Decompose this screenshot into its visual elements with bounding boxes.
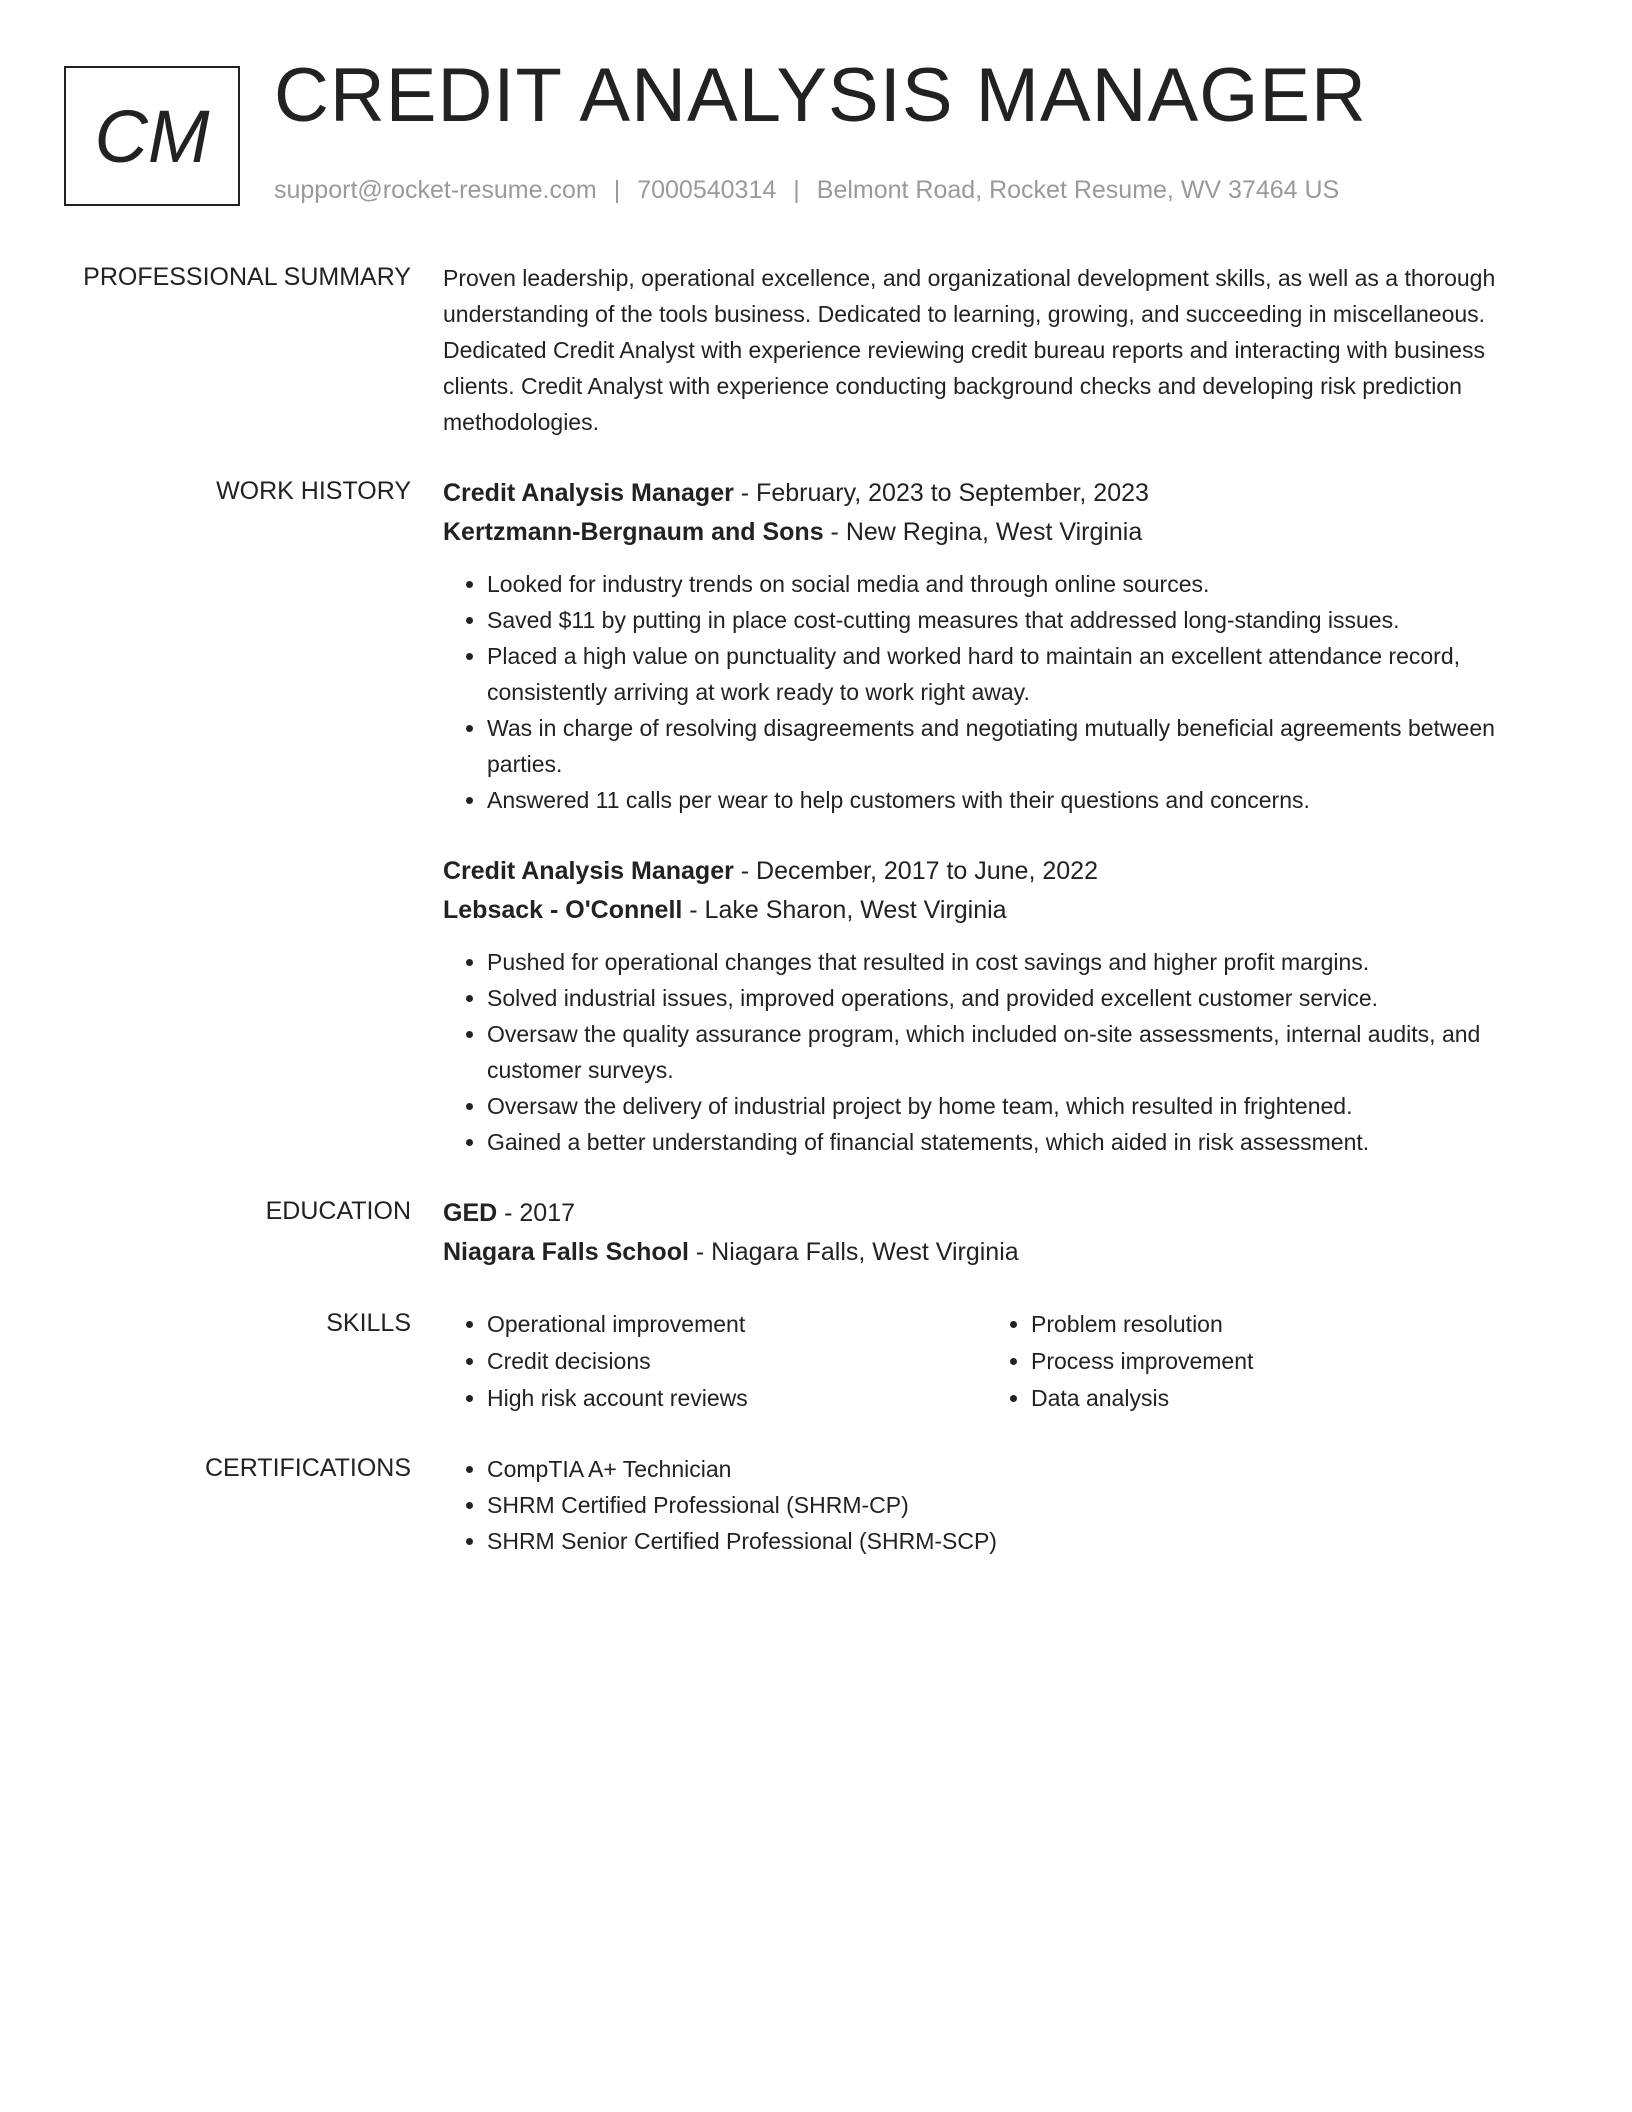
job-dates: - December, 2017 to June, 2022 bbox=[733, 857, 1098, 885]
job-company: Lebsack - O'Connell bbox=[443, 896, 683, 924]
section-title: WORK HISTORY bbox=[216, 477, 411, 505]
list-item: • Looked for industry trends on social media and through online sources. bbox=[487, 566, 1553, 602]
list-item: • Gained a better understanding of financial statements, which aided in risk assessment. bbox=[487, 1124, 1553, 1160]
skills-grid bbox=[443, 1306, 1553, 1417]
education-degree-line bbox=[443, 1194, 1553, 1233]
list-item: • Was in charge of resolving disagreements and negotiating mutually beneficial agreements between parties. bbox=[487, 710, 1553, 782]
job-title-line bbox=[443, 852, 1553, 891]
list-item: • Oversaw the quality assurance program, which included on-site assessments, internal audits, and customer surveys. bbox=[487, 1016, 1553, 1088]
job-role: Credit Analysis Manager bbox=[443, 479, 734, 507]
section-body bbox=[443, 1194, 1553, 1272]
section-title: CERTIFICATIONS bbox=[204, 1454, 411, 1482]
list-item: • SHRM Senior Certified Professional (SHRM-SCP) bbox=[487, 1523, 1553, 1559]
job-entry bbox=[443, 474, 1553, 818]
job-bullets bbox=[443, 944, 1553, 1160]
list-item: • High risk account reviews bbox=[487, 1380, 987, 1417]
education-school-line bbox=[443, 1233, 1553, 1272]
section-body bbox=[443, 260, 1553, 440]
job-location: - Lake Sharon, West Virginia bbox=[682, 896, 1007, 924]
skills-column-left bbox=[443, 1306, 987, 1417]
section-body bbox=[443, 474, 1553, 1160]
candidate-name: CREDIT ANALYSIS MANAGER bbox=[274, 53, 1367, 138]
list-item: • Answered 11 calls per wear to help customers with their questions and concerns. bbox=[487, 782, 1553, 818]
job-company: Kertzmann-Bergnaum and Sons bbox=[443, 518, 824, 546]
contact-line bbox=[274, 176, 1339, 205]
list-item: • Problem resolution bbox=[1031, 1306, 1531, 1343]
section-title: EDUCATION bbox=[265, 1197, 411, 1225]
list-item: • Data analysis bbox=[1031, 1380, 1531, 1417]
job-role: Credit Analysis Manager bbox=[443, 857, 734, 885]
list-item: • CompTIA A+ Technician bbox=[487, 1451, 1553, 1487]
job-title-line bbox=[443, 474, 1553, 513]
education-location: - Niagara Falls, West Virginia bbox=[688, 1238, 1019, 1266]
list-item: • Operational improvement bbox=[487, 1306, 987, 1343]
job-dates: - February, 2023 to September, 2023 bbox=[733, 479, 1149, 507]
job-entry bbox=[443, 852, 1553, 1160]
work-history-section bbox=[0, 474, 1632, 1160]
contact-separator: | bbox=[793, 176, 800, 204]
list-item: • Pushed for operational changes that resulted in cost savings and higher profit margins. bbox=[487, 944, 1553, 980]
job-bullets bbox=[443, 566, 1553, 818]
section-body bbox=[443, 1451, 1553, 1559]
list-item: • Placed a high value on punctuality and worked hard to maintain an excellent attendance record, consistently arriving at work ready to work right away. bbox=[487, 638, 1553, 710]
contact-email[interactable]: support@rocket-resume.com bbox=[274, 176, 597, 204]
job-location: - New Regina, West Virginia bbox=[823, 518, 1143, 546]
certifications-list bbox=[443, 1451, 1553, 1559]
contact-address: Belmont Road, Rocket Resume, WV 37464 US bbox=[816, 176, 1340, 204]
list-item: • Saved $11 by putting in place cost-cutting measures that addressed long-standing issues. bbox=[487, 602, 1553, 638]
education-school: Niagara Falls School bbox=[443, 1238, 689, 1266]
education-degree: GED bbox=[443, 1199, 498, 1227]
section-title: SKILLS bbox=[326, 1309, 411, 1337]
monogram bbox=[64, 66, 240, 206]
skills-column-right bbox=[987, 1306, 1531, 1417]
resume-body bbox=[0, 260, 1632, 1593]
summary-text: Proven leadership, operational excellence, and organizational development skills, as well as a thorough understanding of the tools business. Dedicated to learning, growing, and succeeding in miscellaneous. Dedicated Credit Analyst with experience reviewing credit bureau reports and interacting with business clients. Credit Analyst with experience conducting background checks and developing risk prediction methodologies. bbox=[443, 265, 1496, 435]
list-item: • Oversaw the delivery of industrial project by home team, which resulted in frightened. bbox=[487, 1088, 1553, 1124]
job-company-line bbox=[443, 513, 1553, 552]
list-item: • Process improvement bbox=[1031, 1343, 1531, 1380]
job-company-line bbox=[443, 891, 1553, 930]
section-body bbox=[443, 1306, 1553, 1417]
summary-section bbox=[0, 260, 1632, 440]
section-title: PROFESSIONAL SUMMARY bbox=[83, 263, 411, 291]
list-item: • Solved industrial issues, improved operations, and provided excellent customer service. bbox=[487, 980, 1553, 1016]
list-item: • Credit decisions bbox=[487, 1343, 987, 1380]
monogram-initials: CM bbox=[94, 94, 210, 178]
skills-section bbox=[0, 1306, 1632, 1417]
contact-phone[interactable]: 7000540314 bbox=[637, 176, 777, 204]
education-year: - 2017 bbox=[497, 1199, 576, 1227]
contact-separator: | bbox=[613, 176, 621, 204]
certifications-section bbox=[0, 1451, 1632, 1559]
education-section bbox=[0, 1194, 1632, 1272]
list-item: • SHRM Certified Professional (SHRM-CP) bbox=[487, 1487, 1553, 1523]
